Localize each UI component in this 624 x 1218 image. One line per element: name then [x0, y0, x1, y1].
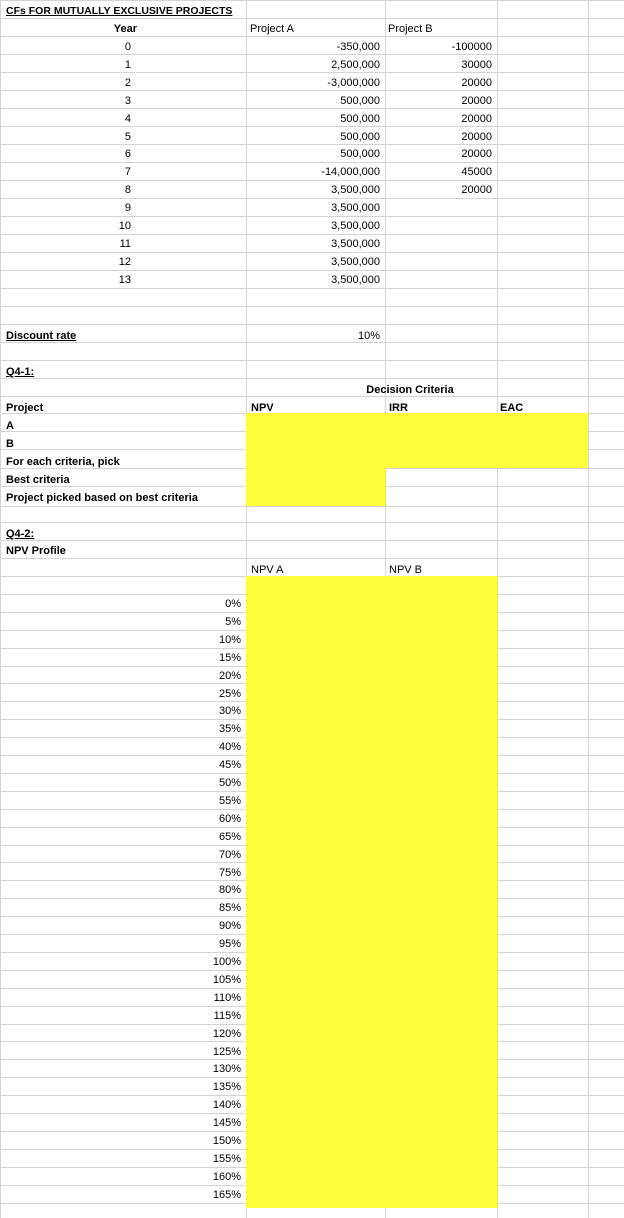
grid-column-line: [497, 0, 498, 1218]
discount-rate-cell[interactable]: 105%: [212, 973, 241, 986]
project-b-cashflow[interactable]: 20000: [461, 148, 492, 161]
project-a-cashflow[interactable]: 500,000: [340, 112, 380, 125]
project-b-cashflow[interactable]: 20000: [461, 112, 492, 125]
npv-profile-label: NPV Profile: [6, 545, 66, 557]
discount-rate-cell[interactable]: 115%: [213, 1009, 241, 1022]
discount-rate-cell[interactable]: 60%: [218, 812, 241, 825]
grid-column-line: [588, 0, 589, 1218]
q42-label: Q4-2:: [6, 528, 35, 540]
project-b-cashflow[interactable]: 20000: [461, 76, 492, 89]
discount-rate-cell[interactable]: 55%: [218, 794, 241, 807]
q41-label: Q4-1:: [6, 366, 35, 378]
discount-rate-cell[interactable]: 165%: [212, 1188, 241, 1201]
discount-rate-label: Discount rate: [6, 330, 77, 342]
discount-rate-cell[interactable]: 0%: [225, 598, 241, 610]
discount-rate-cell[interactable]: 5%: [225, 615, 241, 628]
year-cell[interactable]: 1: [124, 58, 131, 71]
project-column-label: Project: [6, 402, 44, 414]
project-a-cashflow[interactable]: 3,500,000: [331, 202, 380, 215]
grid-row-line: [0, 306, 624, 307]
project-b-cashflow[interactable]: 30000: [461, 58, 492, 71]
discount-rate-cell[interactable]: 85%: [218, 902, 241, 915]
npv-profile-input-area[interactable]: [246, 576, 497, 1208]
grid-row-line: [0, 360, 624, 361]
discount-rate-cell[interactable]: 75%: [218, 866, 241, 879]
year-cell[interactable]: 5: [124, 130, 131, 143]
discount-rate-cell[interactable]: 40%: [218, 741, 241, 754]
project-picked-label: Project picked based on best criteria: [6, 492, 198, 504]
year-cell[interactable]: 8: [124, 184, 131, 197]
npv-column-label: NPV: [251, 402, 274, 414]
pick-label: For each criteria, pick: [6, 456, 120, 468]
discount-rate-cell[interactable]: 90%: [218, 920, 241, 933]
eac-column-label: EAC: [500, 402, 524, 414]
project-b-cashflow[interactable]: 20000: [461, 94, 492, 107]
npv-b-header: NPV B: [389, 564, 423, 576]
year-cell[interactable]: 12: [118, 255, 131, 268]
project-a-header: Project A: [250, 23, 295, 35]
best-criteria-label: Best criteria: [6, 474, 70, 486]
discount-rate-cell[interactable]: 20%: [218, 669, 241, 682]
project-a-cashflow[interactable]: 500,000: [340, 148, 380, 161]
project-a-cashflow[interactable]: -350,000: [336, 41, 380, 53]
discount-rate-cell[interactable]: 35%: [218, 723, 241, 736]
project-a-cashflow[interactable]: 3,500,000: [331, 237, 380, 250]
project-b-cashflow[interactable]: 20000: [461, 184, 492, 197]
year-cell[interactable]: 0: [124, 41, 131, 53]
discount-rate-cell[interactable]: 140%: [212, 1099, 241, 1112]
discount-rate-cell[interactable]: 100%: [212, 956, 241, 968]
q41-best-input-area[interactable]: [246, 468, 385, 506]
year-cell[interactable]: 13: [118, 273, 131, 286]
year-cell[interactable]: 6: [124, 148, 131, 161]
discount-rate-cell[interactable]: 70%: [218, 848, 241, 861]
discount-rate-cell[interactable]: 155%: [212, 1152, 241, 1165]
discount-rate-cell[interactable]: 130%: [212, 1063, 241, 1076]
project-b-cashflow[interactable]: 20000: [461, 130, 492, 143]
discount-rate-cell[interactable]: 45%: [218, 759, 241, 772]
discount-rate-cell[interactable]: 15%: [218, 651, 241, 664]
year-cell[interactable]: 9: [124, 202, 131, 215]
discount-rate-cell[interactable]: 160%: [212, 1170, 241, 1183]
year-cell[interactable]: 4: [124, 112, 131, 125]
discount-rate-cell[interactable]: 145%: [212, 1117, 241, 1130]
project-a-cashflow[interactable]: 3,500,000: [331, 255, 380, 268]
discount-rate-cell[interactable]: 80%: [218, 884, 241, 897]
project-a-cashflow[interactable]: 3,500,000: [331, 184, 380, 197]
irr-column-label: IRR: [389, 402, 408, 414]
sheet-title: CFs FOR MUTUALLY EXCLUSIVE PROJECTS: [6, 5, 233, 17]
project-a-cashflow[interactable]: -3,000,000: [327, 76, 380, 89]
npv-a-header: NPV A: [251, 564, 284, 576]
project-b-cashflow[interactable]: -100000: [451, 41, 492, 53]
grid-row-line: [0, 540, 624, 541]
project-b-header: Project B: [388, 23, 433, 35]
discount-rate-cell[interactable]: 110%: [213, 991, 241, 1004]
discount-rate-cell[interactable]: 150%: [212, 1135, 241, 1147]
grid-row-line: [0, 522, 624, 523]
discount-rate-cell[interactable]: 120%: [212, 1027, 241, 1040]
year-cell[interactable]: 10: [118, 220, 131, 232]
row-a-label: A: [6, 420, 14, 432]
discount-rate-cell[interactable]: 10%: [218, 633, 241, 646]
project-a-cashflow[interactable]: 500,000: [340, 130, 380, 143]
grid-row-line: [0, 324, 624, 325]
year-header: Year: [113, 23, 137, 35]
decision-criteria-header: Decision Criteria: [366, 384, 454, 396]
discount-rate-value[interactable]: 10%: [357, 330, 380, 342]
discount-rate-cell[interactable]: 30%: [218, 705, 241, 718]
year-cell[interactable]: 11: [119, 237, 131, 250]
project-a-cashflow[interactable]: -14,000,000: [321, 166, 380, 179]
discount-rate-cell[interactable]: 25%: [218, 687, 241, 700]
year-cell[interactable]: 2: [124, 76, 131, 89]
discount-rate-cell[interactable]: 125%: [212, 1045, 241, 1058]
grid-row-line: [0, 0, 624, 1]
q41-criteria-input-area[interactable]: [246, 413, 588, 468]
project-a-cashflow[interactable]: 2,500,000: [331, 58, 380, 71]
year-cell[interactable]: 3: [124, 94, 131, 107]
discount-rate-cell[interactable]: 65%: [218, 830, 241, 843]
project-b-cashflow[interactable]: 45000: [461, 166, 492, 179]
discount-rate-cell[interactable]: 50%: [218, 777, 241, 789]
year-cell[interactable]: 7: [124, 166, 131, 179]
discount-rate-cell[interactable]: 95%: [218, 938, 241, 951]
project-a-cashflow[interactable]: 3,500,000: [331, 220, 380, 232]
project-a-cashflow[interactable]: 3,500,000: [331, 273, 380, 286]
row-b-label: B: [6, 438, 14, 450]
project-a-cashflow[interactable]: 500,000: [340, 94, 380, 107]
grid-row-line: [0, 378, 624, 379]
discount-rate-cell[interactable]: 135%: [212, 1081, 241, 1094]
